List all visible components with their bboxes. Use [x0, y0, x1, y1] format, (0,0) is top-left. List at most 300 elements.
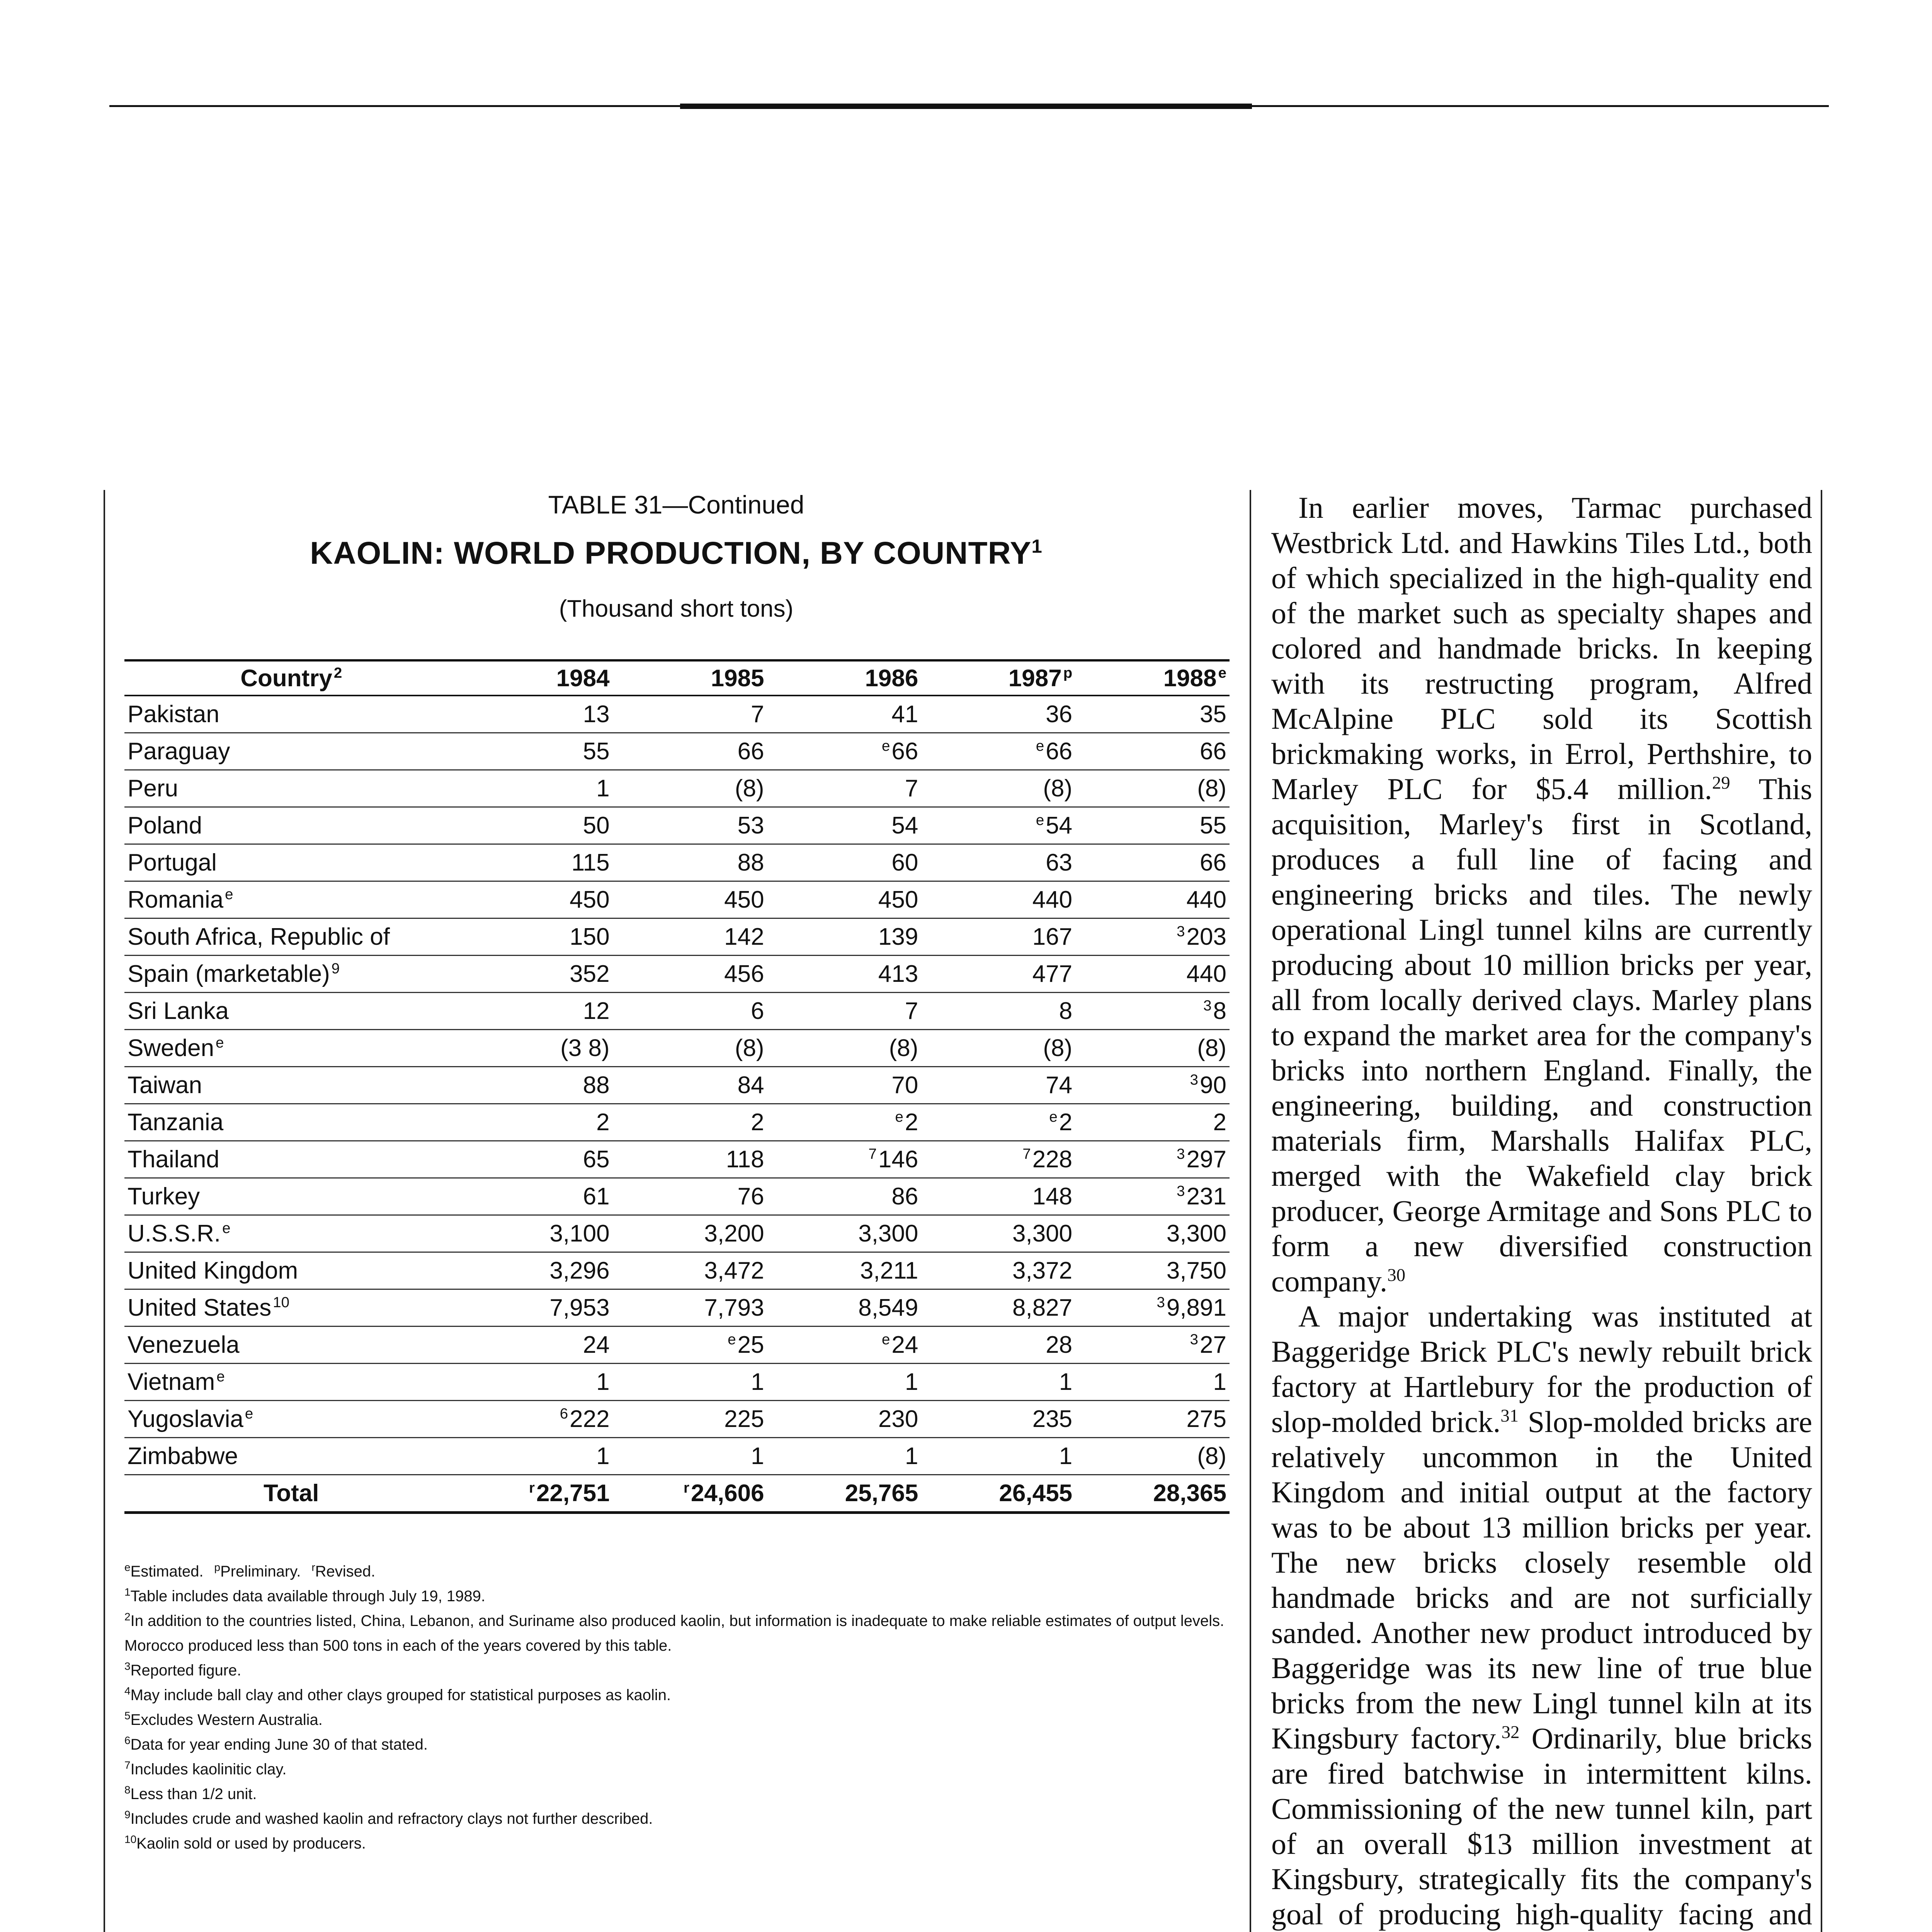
cell-value: 54 [891, 812, 918, 839]
cell-value: 28,365 [1153, 1480, 1226, 1507]
cell-value: 61 [583, 1183, 610, 1210]
table-row [124, 918, 1230, 956]
table-cell [767, 993, 922, 1030]
note-mark: e [124, 1561, 131, 1573]
cell-value: 2 [1213, 1109, 1226, 1136]
cell-value: 352 [570, 961, 610, 987]
note-mark: r [311, 1561, 315, 1573]
table-cell [1075, 1067, 1230, 1104]
table-cell [458, 918, 613, 956]
table-cell [613, 844, 767, 881]
table-cell [1075, 733, 1230, 770]
paragraph [1271, 1299, 1812, 1932]
table-cell [1075, 770, 1230, 807]
footnote-ref: 30 [1387, 1265, 1406, 1285]
cell-value: (8) [735, 775, 764, 802]
table-cell [458, 1475, 613, 1513]
country-name: Romania [128, 886, 224, 913]
cell-value: 63 [1046, 849, 1073, 876]
cell-note: e [882, 738, 890, 755]
country-name: South Africa, Republic of [128, 923, 390, 950]
cell-value: 413 [878, 961, 918, 987]
top-rule-accent [680, 104, 1252, 109]
cell-value: 230 [878, 1406, 918, 1432]
table-row [124, 1252, 1230, 1289]
table-cell [767, 1364, 922, 1401]
table-cell [1075, 1178, 1230, 1215]
table-cell [613, 918, 767, 956]
symbol-note [311, 1563, 375, 1580]
note-mark: 6 [124, 1734, 131, 1747]
cell-value: 65 [583, 1146, 610, 1173]
table-cell [921, 1030, 1075, 1067]
cell-value: 1 [596, 775, 610, 802]
table-cell [458, 956, 613, 993]
note-text: Data for year ending June 30 of that stated. [130, 1736, 428, 1753]
note-text: Estimated. [130, 1563, 204, 1580]
table-title-note: 1 [1031, 536, 1043, 557]
symbol-notes [124, 1559, 1237, 1584]
country-cell [124, 881, 458, 918]
country-cell [124, 1438, 458, 1475]
table-cell [767, 1104, 922, 1141]
note-text: Table includes data available through July 19, 1989. [130, 1588, 485, 1605]
cell-value: 2 [751, 1109, 764, 1136]
cell-value: 7,793 [704, 1294, 764, 1321]
table-cell [613, 993, 767, 1030]
country-cell [124, 1364, 458, 1401]
column-header-label: 1988 [1163, 665, 1217, 692]
cell-value: 76 [737, 1183, 764, 1210]
cell-value: 54 [1046, 812, 1073, 839]
table-row [124, 696, 1230, 733]
table-cell [613, 1141, 767, 1178]
column-header-year [1075, 660, 1230, 696]
cell-value: 2 [1059, 1109, 1073, 1136]
column-header-label: Country [240, 665, 332, 692]
table-cell [767, 956, 922, 993]
note-mark: 10 [124, 1833, 137, 1845]
column-header-label: 1985 [711, 665, 764, 692]
cell-value: 8,549 [858, 1294, 918, 1321]
column-divider-left [104, 490, 105, 1932]
table-cell [458, 733, 613, 770]
table-cell [1075, 956, 1230, 993]
note-mark: 4 [124, 1685, 131, 1697]
cell-value: 25,765 [845, 1480, 918, 1507]
table-cell [921, 770, 1075, 807]
table-cell [767, 844, 922, 881]
cell-value: 139 [878, 923, 918, 950]
note-mark: 8 [124, 1784, 131, 1796]
cell-value: 24 [891, 1332, 918, 1358]
table-cell [1075, 696, 1230, 733]
country-name: Pakistan [128, 701, 219, 728]
cell-value: 150 [570, 923, 610, 950]
table-cell [458, 770, 613, 807]
cell-value: 36 [1046, 701, 1073, 728]
table-cell [921, 1401, 1075, 1438]
cell-value: 3,300 [1012, 1220, 1073, 1247]
table-cell [613, 696, 767, 733]
column-header-year [921, 660, 1075, 696]
country-name: United States [128, 1294, 272, 1321]
table-cell [1075, 1030, 1230, 1067]
country-cell [124, 770, 458, 807]
table-cell [767, 1178, 922, 1215]
cell-value: 53 [737, 812, 764, 839]
table-cell [1075, 1438, 1230, 1475]
table-header-row [124, 660, 1230, 696]
cell-value: 3,296 [549, 1257, 610, 1284]
table-cell [613, 1252, 767, 1289]
note-mark: 2 [124, 1611, 131, 1623]
cell-note: e [728, 1331, 736, 1348]
note-text: Reported figure. [130, 1662, 242, 1679]
country-name: Poland [128, 812, 202, 839]
table-cell [767, 1252, 922, 1289]
table-cell [458, 993, 613, 1030]
table-footnotes [124, 1559, 1237, 1856]
cell-value: 225 [724, 1406, 764, 1432]
column-header-year [458, 660, 613, 696]
cell-value: 297 [1186, 1146, 1226, 1173]
table-cell [767, 1215, 922, 1252]
footnote [124, 1831, 1237, 1856]
cell-note: 7 [868, 1146, 877, 1163]
table-cell [767, 696, 922, 733]
body-column-right [1271, 490, 1812, 1932]
cell-value: (8) [1197, 775, 1226, 802]
footnote [124, 1708, 1237, 1732]
cell-value: 60 [891, 849, 918, 876]
cell-value: 3,100 [549, 1220, 610, 1247]
cell-value: 70 [891, 1072, 918, 1099]
table-cell [613, 807, 767, 844]
table-cell [921, 993, 1075, 1030]
cell-value: 55 [583, 738, 610, 765]
table-cell [767, 1141, 922, 1178]
cell-value: 12 [583, 998, 610, 1024]
table-cell [921, 844, 1075, 881]
note-mark: 1 [124, 1586, 131, 1598]
table-cell [921, 733, 1075, 770]
country-cell [124, 807, 458, 844]
table-cell [1075, 1289, 1230, 1327]
cell-value: 1 [596, 1443, 610, 1469]
table-cell [1075, 1141, 1230, 1178]
cell-value: 1 [905, 1369, 918, 1395]
table-row [124, 1178, 1230, 1215]
table-cell [921, 881, 1075, 918]
cell-note: 3 [1203, 997, 1212, 1014]
table-row [124, 770, 1230, 807]
cell-value: 6 [751, 998, 764, 1024]
country-cell [124, 1030, 458, 1067]
cell-value: 440 [1186, 886, 1226, 913]
country-cell [124, 1067, 458, 1104]
cell-value: 25 [737, 1332, 764, 1358]
table-cell [458, 1252, 613, 1289]
cell-value: 7,953 [549, 1294, 610, 1321]
table-cell [767, 1067, 922, 1104]
table-cell [921, 1141, 1075, 1178]
country-cell [124, 1178, 458, 1215]
table-cell [613, 956, 767, 993]
paragraph-text: This acquisition, Marley's first in Scotland, produces a full line of facing and engineering bricks and tiles. The newly operational Lingl tunnel kilns are currently producing about 10 million bricks per year, all from locally derived clays. Marley plans to expand the market area for the company's bricks into northern England. Finally, the engineering, building, and construction materials firm, Marshalls Halifax PLC, merged with the Wakefield clay brick producer, George Armitage and Sons PLC to form a new diversified construction company. [1271, 772, 1812, 1298]
cell-value: 3,472 [704, 1257, 764, 1284]
table-cell [458, 1104, 613, 1141]
cell-value: 28 [1046, 1332, 1073, 1358]
note-mark: 5 [124, 1709, 131, 1722]
cell-value: 74 [1046, 1072, 1073, 1099]
country-cell [124, 993, 458, 1030]
cell-value: 3,300 [1166, 1220, 1226, 1247]
table-cell [1075, 1252, 1230, 1289]
cell-value: 55 [1200, 812, 1226, 839]
cell-value: 1 [1059, 1443, 1073, 1469]
country-cell [124, 918, 458, 956]
table-cell [921, 1252, 1075, 1289]
table-cell [921, 918, 1075, 956]
cell-note: e [1036, 738, 1044, 755]
note-text: Preliminary. [220, 1563, 301, 1580]
cell-value: 41 [891, 701, 918, 728]
cell-value: 222 [570, 1406, 610, 1432]
table-cell [613, 1289, 767, 1327]
table-cell [1075, 1215, 1230, 1252]
table-cell [458, 1215, 613, 1252]
country-name: Sweden [128, 1035, 214, 1061]
cell-value: 3,372 [1012, 1257, 1073, 1284]
cell-value: 7 [751, 701, 764, 728]
country-name: Peru [128, 775, 178, 802]
table-row [124, 881, 1230, 918]
footnote-ref: 32 [1501, 1722, 1520, 1742]
cell-value: 142 [724, 923, 764, 950]
table-row [124, 1067, 1230, 1104]
table-cell [613, 1364, 767, 1401]
table-cell [613, 1475, 767, 1513]
country-name: Spain (marketable) [128, 961, 330, 987]
table-row [124, 1327, 1230, 1364]
table-title [120, 535, 1233, 571]
cell-value: (8) [1197, 1443, 1226, 1469]
cell-value: 146 [878, 1146, 918, 1173]
table-cell [613, 1104, 767, 1141]
table-units: (Thousand short tons) [559, 595, 794, 622]
country-cell [124, 1141, 458, 1178]
country-cell [124, 956, 458, 993]
cell-note: 3 [1177, 923, 1185, 940]
table-cell [921, 1289, 1075, 1327]
table-cell [458, 881, 613, 918]
cell-value: 203 [1186, 923, 1226, 950]
note-text: In addition to the countries listed, China, Lebanon, and Suriname also produced kaolin, but information is inadequate to make reliable estimates of output levels. Morocco produced less than 500 tons in each of the years covered by this table. [124, 1612, 1225, 1654]
table-cell [767, 1289, 922, 1327]
cell-value: 24,606 [690, 1480, 764, 1507]
table-cell [613, 1178, 767, 1215]
cell-value: (8) [1197, 1035, 1226, 1061]
column-header-label: 1984 [556, 665, 610, 692]
footnote-ref: 29 [1712, 773, 1730, 793]
table-cell [458, 1067, 613, 1104]
country-note: e [225, 886, 233, 903]
cell-note: 3 [1177, 1183, 1185, 1200]
table-cell [458, 1178, 613, 1215]
country-cell [124, 696, 458, 733]
cell-value: 450 [724, 886, 764, 913]
table-cell [613, 1327, 767, 1364]
cell-value: 450 [878, 886, 918, 913]
table-cell [458, 1030, 613, 1067]
table-row [124, 993, 1230, 1030]
table-cell [458, 1141, 613, 1178]
cell-value: 50 [583, 812, 610, 839]
column-divider-right [1821, 490, 1822, 1932]
country-note: 9 [331, 960, 340, 977]
cell-note: 3 [1190, 1071, 1199, 1088]
country-name: Yugoslavia [128, 1406, 243, 1432]
table-cell [613, 1030, 767, 1067]
table-row [124, 1215, 1230, 1252]
table-cell [1075, 918, 1230, 956]
cell-value: 3,200 [704, 1220, 764, 1247]
country-name: Paraguay [128, 738, 230, 765]
table-cell [767, 1327, 922, 1364]
table-cell [1075, 1364, 1230, 1401]
country-cell [124, 1327, 458, 1364]
table-cell [613, 770, 767, 807]
cell-note: 6 [560, 1405, 568, 1422]
cell-value: 27 [1200, 1332, 1226, 1358]
cell-value: 1 [905, 1443, 918, 1469]
cell-note: r [529, 1480, 535, 1497]
table-row [124, 1289, 1230, 1327]
column-divider-table [1250, 490, 1251, 1932]
cell-value: 1 [751, 1443, 764, 1469]
cell-value: 66 [737, 738, 764, 765]
cell-value: 88 [737, 849, 764, 876]
table-cell [921, 1178, 1075, 1215]
paragraph-text: Slop-molded bricks are relatively uncommon in the United Kingdom and initial output at the factory was to be about 13 million bricks per year. The new bricks closely resemble old handmade bricks and are not surficially sanded. Another new product introduced by Baggeridge was its new line of true blue bricks from the new Lingl tunnel kiln at its Kingsbury factory. [1271, 1405, 1812, 1755]
cell-value: 167 [1032, 923, 1073, 950]
footnote [124, 1806, 1237, 1831]
country-cell [124, 844, 458, 881]
table-row [124, 956, 1230, 993]
cell-note: e [1036, 812, 1044, 829]
table-cell [458, 696, 613, 733]
column-header-year [767, 660, 922, 696]
table-cell [921, 1364, 1075, 1401]
column-header-label: 1986 [865, 665, 918, 692]
table-row [124, 1030, 1230, 1067]
cell-note: 7 [1022, 1146, 1031, 1163]
cell-value: 235 [1032, 1406, 1073, 1432]
cell-value: 1 [751, 1369, 764, 1395]
note-mark: 3 [124, 1660, 131, 1672]
cell-value: (8) [1043, 775, 1073, 802]
footnote [124, 1757, 1237, 1782]
symbol-note [214, 1563, 301, 1580]
table-cell [921, 1327, 1075, 1364]
note-text: Excludes Western Australia. [130, 1711, 323, 1728]
country-cell [124, 1401, 458, 1438]
table-cell [767, 881, 922, 918]
note-text: Less than 1/2 unit. [130, 1786, 257, 1803]
cell-value: 8 [1213, 998, 1226, 1024]
cell-note: 3 [1190, 1331, 1199, 1348]
table-row [124, 1141, 1230, 1178]
cell-note: e [895, 1109, 903, 1126]
table-cell [767, 1030, 922, 1067]
country-name: United Kingdom [128, 1257, 298, 1284]
cell-value: 1 [1213, 1369, 1226, 1395]
cell-value: 2 [905, 1109, 918, 1136]
cell-value: 8 [1059, 998, 1073, 1024]
column-header-note: e [1218, 664, 1226, 681]
column-header-note: p [1063, 664, 1073, 681]
note-text: Revised. [315, 1563, 376, 1580]
cell-value: 115 [571, 849, 610, 876]
cell-value: 275 [1186, 1406, 1226, 1432]
table-cell [767, 1438, 922, 1475]
cell-value: 88 [583, 1072, 610, 1099]
country-note: e [245, 1405, 253, 1422]
table-cell [613, 1215, 767, 1252]
paragraph-text: A major undertaking was instituted at Baggeridge Brick PLC's newly rebuilt brick factory at Hartlebury for the production of slop-molded brick. [1271, 1299, 1812, 1439]
table-cell [458, 1364, 613, 1401]
cell-value: 66 [1200, 849, 1226, 876]
cell-value: 1 [1059, 1369, 1073, 1395]
table-cell [613, 1438, 767, 1475]
cell-value: 440 [1186, 961, 1226, 987]
cell-note: e [882, 1331, 890, 1348]
table-cell [458, 844, 613, 881]
kaolin-production-table [124, 659, 1230, 1514]
paragraph [1271, 490, 1812, 1299]
note-mark: 9 [124, 1808, 131, 1821]
table-title-text: KAOLIN: WORLD PRODUCTION, BY COUNTRY [310, 536, 1032, 571]
cell-value: (3 8) [560, 1035, 610, 1061]
table-cell [767, 1475, 922, 1513]
country-name: Turkey [128, 1183, 200, 1210]
cell-value: 35 [1200, 701, 1226, 728]
country-note: e [216, 1034, 224, 1051]
table-cell [613, 1401, 767, 1438]
table-cell [613, 733, 767, 770]
cell-value: 2 [596, 1109, 610, 1136]
table-row [124, 807, 1230, 844]
table-cell [921, 1067, 1075, 1104]
table-cell [1075, 844, 1230, 881]
cell-value: 8,827 [1012, 1294, 1073, 1321]
table-cell [1075, 993, 1230, 1030]
table-cell [767, 1401, 922, 1438]
cell-value: 84 [737, 1072, 764, 1099]
table-cell [921, 1104, 1075, 1141]
cell-value: 66 [1046, 738, 1073, 765]
table-cell [1075, 1104, 1230, 1141]
table-cell [1075, 881, 1230, 918]
cell-value: 7 [905, 998, 918, 1024]
cell-value: (8) [735, 1035, 764, 1061]
table-cell [767, 770, 922, 807]
note-text: Includes kaolinitic clay. [130, 1761, 287, 1778]
table-cell [613, 881, 767, 918]
table-row [124, 1401, 1230, 1438]
table-cell [1075, 1327, 1230, 1364]
